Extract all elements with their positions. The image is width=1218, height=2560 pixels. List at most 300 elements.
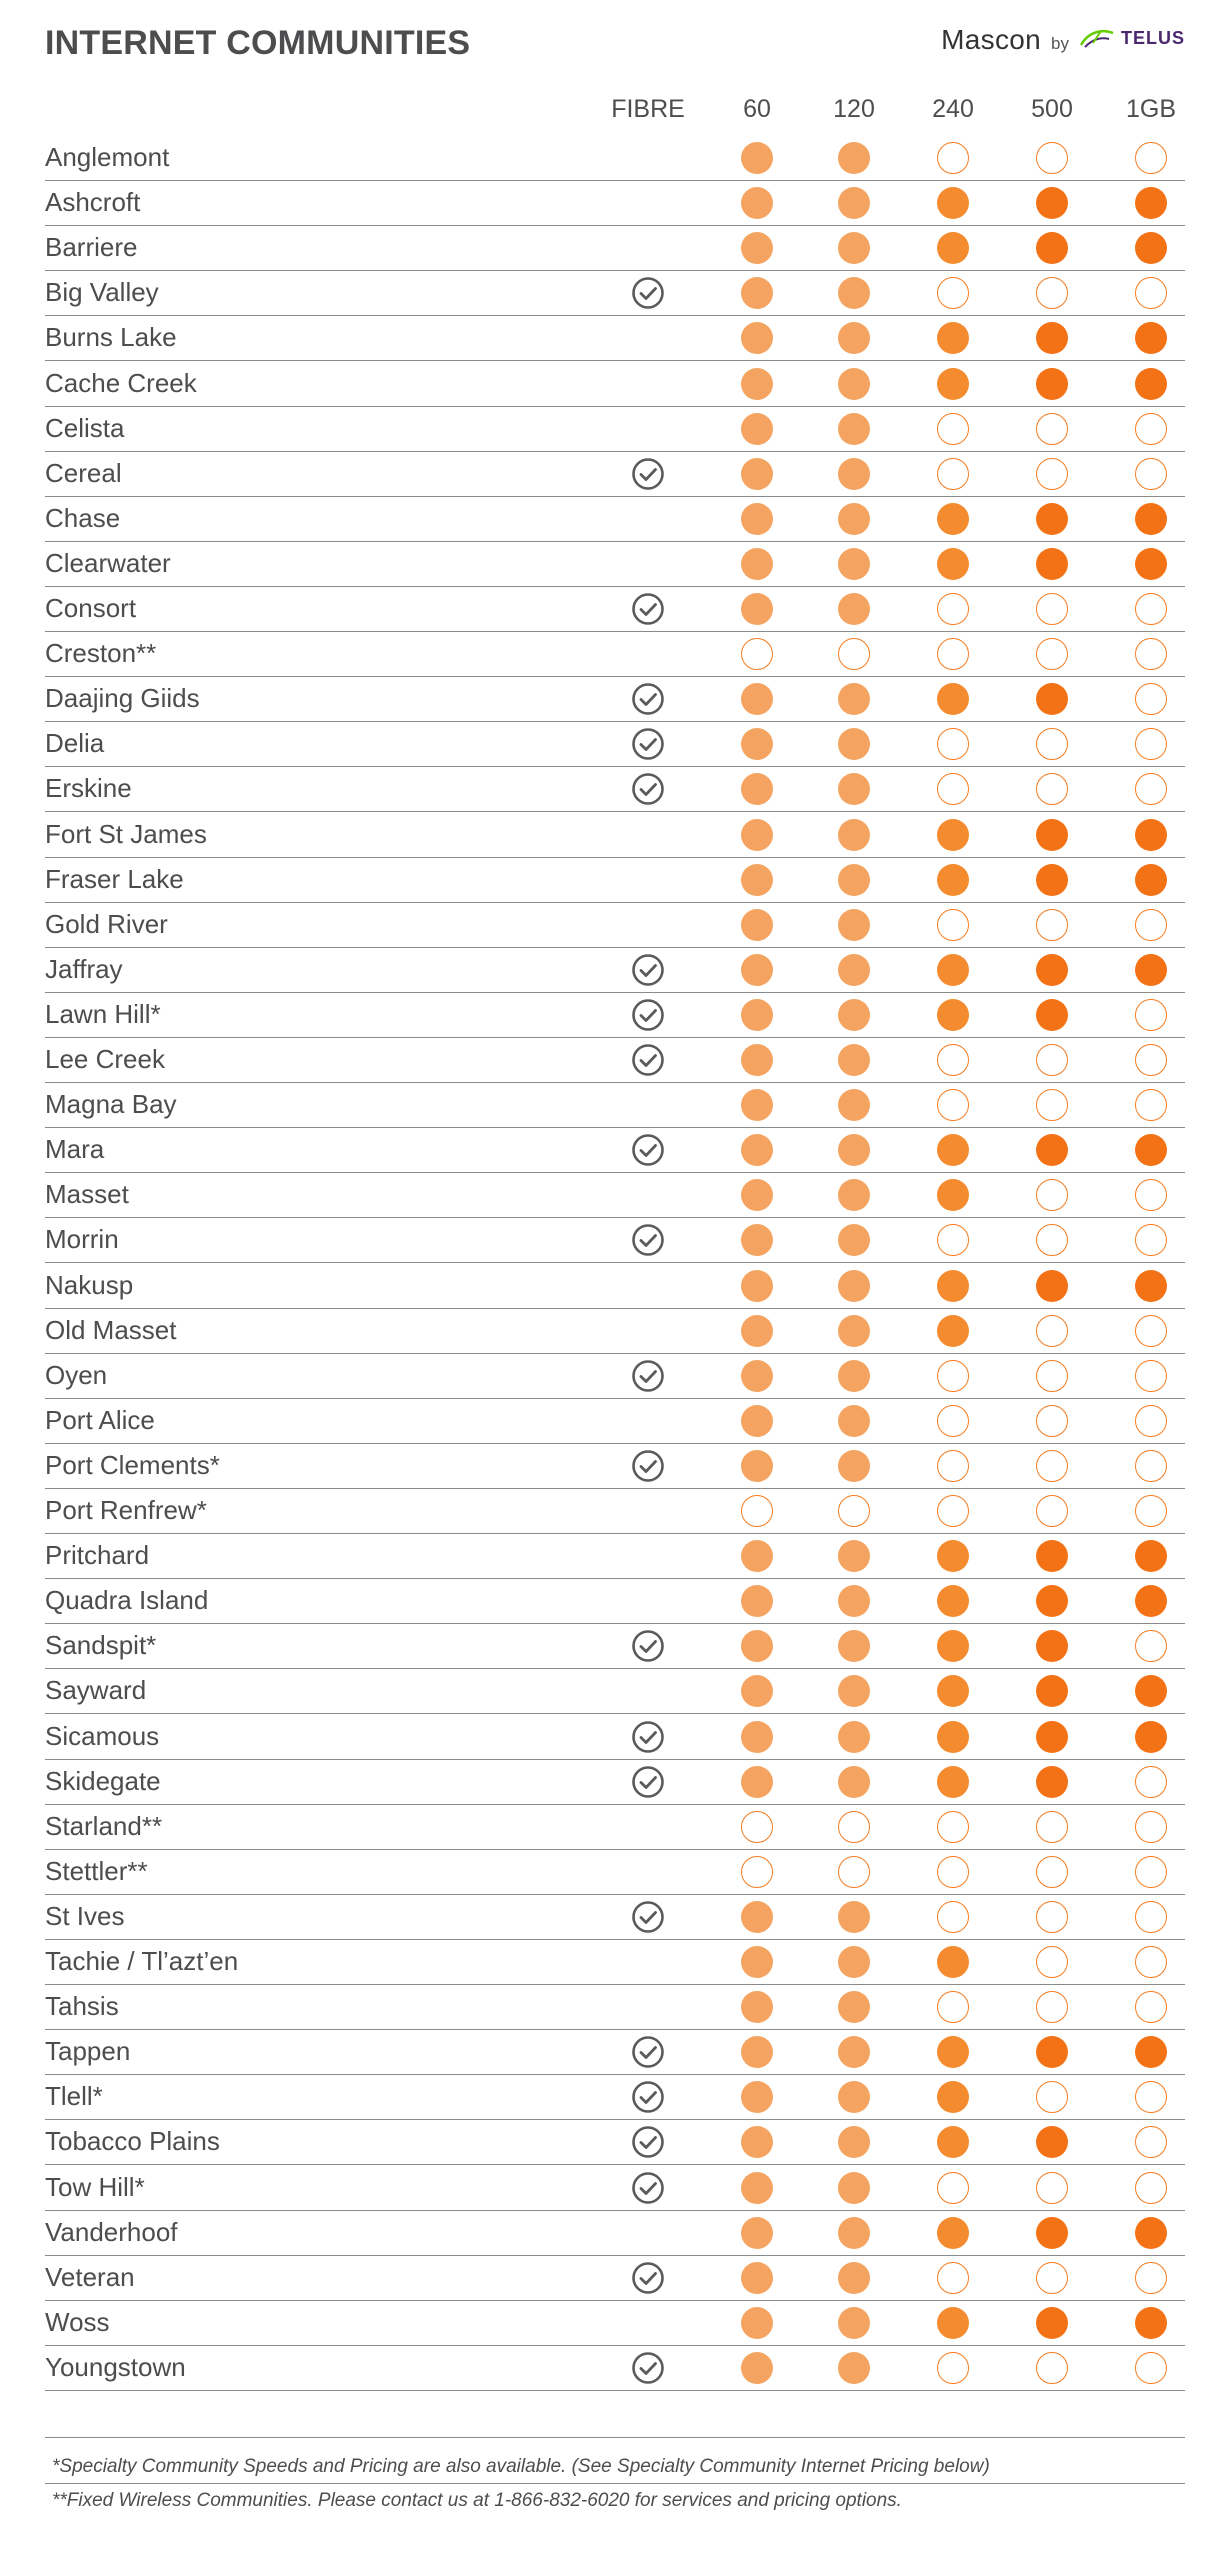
speed-120-available-icon <box>838 999 870 1031</box>
speed-500-available-icon <box>1036 2036 1068 2068</box>
community-name: St Ives <box>45 1900 125 1931</box>
speed-500-unavailable-icon <box>1036 1179 1068 1211</box>
check-circle-icon <box>631 2351 665 2385</box>
speed-1gb-unavailable-icon <box>1135 1044 1167 1076</box>
column-header-1gb: 1GB <box>1125 95 1177 123</box>
speed-240-available-icon <box>937 1630 969 1662</box>
speed-240-available-icon <box>937 1179 969 1211</box>
speed-240-available-icon <box>937 503 969 535</box>
table-row <box>45 677 1185 722</box>
speed-60-available-icon <box>741 1540 773 1572</box>
table-row <box>45 1489 1185 1534</box>
speed-240-unavailable-icon <box>937 142 969 174</box>
community-name: Quadra Island <box>45 1585 209 1616</box>
speed-60-available-icon <box>741 1270 773 1302</box>
table-row <box>45 2120 1185 2165</box>
speed-240-available-icon <box>937 954 969 986</box>
speed-60-available-icon <box>741 2307 773 2339</box>
community-name: Tobacco Plains <box>45 2126 220 2157</box>
table-row <box>45 858 1185 903</box>
table-row <box>45 632 1185 677</box>
community-name: Oyen <box>45 1359 108 1390</box>
speed-240-available-icon <box>937 2217 969 2249</box>
community-name: Chase <box>45 502 121 533</box>
table-row <box>45 767 1185 812</box>
speed-60-available-icon <box>741 728 773 760</box>
community-name: Port Alice <box>45 1404 155 1435</box>
page-title: INTERNET COMMUNITIES <box>45 24 471 62</box>
community-name: Sayward <box>45 1675 147 1706</box>
speed-60-available-icon <box>741 1179 773 1211</box>
speed-1gb-unavailable-icon <box>1135 2081 1167 2113</box>
mascon-telus-logo <box>941 24 1185 56</box>
community-name: Clearwater <box>45 547 171 578</box>
community-name: Pritchard <box>45 1540 150 1571</box>
column-header-500: 500 <box>1031 95 1073 123</box>
speed-500-unavailable-icon <box>1036 1901 1068 1933</box>
speed-60-unavailable-icon <box>741 1856 773 1888</box>
speed-120-available-icon <box>838 2081 870 2113</box>
speed-500-unavailable-icon <box>1036 909 1068 941</box>
speed-60-available-icon <box>741 683 773 715</box>
speed-120-available-icon <box>838 1630 870 1662</box>
table-row <box>45 1173 1185 1218</box>
check-circle-icon <box>631 457 665 491</box>
speed-500-unavailable-icon <box>1036 1224 1068 1256</box>
speed-1gb-unavailable-icon <box>1135 773 1167 805</box>
speed-500-unavailable-icon <box>1036 277 1068 309</box>
speed-240-unavailable-icon <box>937 1495 969 1527</box>
speed-240-available-icon <box>937 1315 969 1347</box>
check-circle-icon <box>631 592 665 626</box>
speed-120-available-icon <box>838 1134 870 1166</box>
community-name: Burns Lake <box>45 322 177 353</box>
speed-500-available-icon <box>1036 548 1068 580</box>
speed-60-available-icon <box>741 322 773 354</box>
speed-120-unavailable-icon <box>838 1856 870 1888</box>
speed-120-available-icon <box>838 683 870 715</box>
check-circle-icon <box>631 772 665 806</box>
speed-240-unavailable-icon <box>937 1856 969 1888</box>
speed-120-available-icon <box>838 593 870 625</box>
community-name: Lawn Hill* <box>45 998 161 1029</box>
check-circle-icon <box>631 953 665 987</box>
community-name: Celista <box>45 412 125 443</box>
speed-120-available-icon <box>838 773 870 805</box>
speed-500-unavailable-icon <box>1036 2081 1068 2113</box>
logo-partner: TELUS <box>1120 27 1185 48</box>
community-name: Consort <box>45 593 137 623</box>
speed-60-unavailable-icon <box>741 638 773 670</box>
table-row <box>45 1985 1185 2030</box>
speed-240-available-icon <box>937 1721 969 1753</box>
speed-240-available-icon <box>937 322 969 354</box>
speed-120-unavailable-icon <box>838 638 870 670</box>
speed-1gb-unavailable-icon <box>1135 1856 1167 1888</box>
speed-1gb-available-icon <box>1135 819 1167 851</box>
speed-500-unavailable-icon <box>1036 1811 1068 1843</box>
speed-240-unavailable-icon <box>937 277 969 309</box>
community-name: Jaffray <box>45 953 123 984</box>
community-name: Gold River <box>45 908 168 939</box>
community-name: Cereal <box>45 457 122 488</box>
speed-500-unavailable-icon <box>1036 1315 1068 1347</box>
table-row <box>45 722 1185 767</box>
community-name: Old Masset <box>45 1314 177 1345</box>
speed-60-available-icon <box>741 1946 773 1978</box>
speed-120-available-icon <box>838 819 870 851</box>
speed-240-unavailable-icon <box>937 773 969 805</box>
logo-by: by <box>1051 34 1069 53</box>
speed-120-available-icon <box>838 1901 870 1933</box>
speed-240-unavailable-icon <box>937 1360 969 1392</box>
table-row <box>45 1715 1185 1760</box>
speed-240-available-icon <box>937 1766 969 1798</box>
community-name: Magna Bay <box>45 1089 177 1120</box>
speed-500-unavailable-icon <box>1036 1495 1068 1527</box>
speed-240-available-icon <box>937 683 969 715</box>
speed-120-available-icon <box>838 368 870 400</box>
speed-60-available-icon <box>741 1630 773 1662</box>
table-row <box>45 587 1185 632</box>
speed-500-unavailable-icon <box>1036 728 1068 760</box>
community-name: Vanderhoof <box>45 2216 178 2247</box>
community-name: Stettler** <box>45 1855 148 1886</box>
speed-1gb-available-icon <box>1135 864 1167 896</box>
speed-60-available-icon <box>741 1134 773 1166</box>
table-row <box>45 497 1185 542</box>
speed-1gb-unavailable-icon <box>1135 1089 1167 1121</box>
speed-60-available-icon <box>741 2172 773 2204</box>
speed-60-available-icon <box>741 1901 773 1933</box>
speed-60-available-icon <box>741 1405 773 1437</box>
speed-500-unavailable-icon <box>1036 1946 1068 1978</box>
table-row <box>45 2030 1185 2075</box>
speed-240-unavailable-icon <box>937 909 969 941</box>
speed-240-unavailable-icon <box>937 593 969 625</box>
speed-240-available-icon <box>937 1585 969 1617</box>
speed-1gb-unavailable-icon <box>1135 1315 1167 1347</box>
speed-60-unavailable-icon <box>741 1811 773 1843</box>
footnote-specialty: *Specialty Community Speeds and Pricing are also available. (See Specialty Community Internet Pricing below) <box>52 2456 990 2477</box>
speed-60-available-icon <box>741 2081 773 2113</box>
table-row <box>45 1038 1185 1083</box>
check-circle-icon <box>631 1449 665 1483</box>
table-row <box>45 226 1185 271</box>
column-header-60: 60 <box>743 95 771 123</box>
check-circle-icon <box>631 1900 665 1934</box>
speed-500-unavailable-icon <box>1036 1405 1068 1437</box>
speed-60-available-icon <box>741 999 773 1031</box>
speed-240-available-icon <box>937 2307 969 2339</box>
speed-60-available-icon <box>741 1585 773 1617</box>
speed-500-available-icon <box>1036 1540 1068 1572</box>
speed-60-available-icon <box>741 142 773 174</box>
check-circle-icon <box>631 2080 665 2114</box>
speed-60-available-icon <box>741 1089 773 1121</box>
speed-120-available-icon <box>838 232 870 264</box>
speed-500-available-icon <box>1036 187 1068 219</box>
speed-240-available-icon <box>937 368 969 400</box>
table-row <box>45 452 1185 497</box>
table-row <box>45 813 1185 858</box>
speed-60-available-icon <box>741 413 773 445</box>
speed-60-available-icon <box>741 2352 773 2384</box>
speed-120-available-icon <box>838 2217 870 2249</box>
footnote-fixed-wireless: **Fixed Wireless Communities. Please contact us at 1-866-832-6020 for services and pricing options. <box>52 2490 902 2511</box>
community-name: Nakusp <box>45 1269 134 1300</box>
table-row <box>45 542 1185 587</box>
community-name: Woss <box>45 2306 110 2337</box>
speed-240-available-icon <box>937 232 969 264</box>
check-circle-icon <box>631 1359 665 1393</box>
page-header <box>45 18 1185 74</box>
speed-1gb-unavailable-icon <box>1135 1811 1167 1843</box>
speed-240-available-icon <box>937 548 969 580</box>
column-headers <box>0 95 1218 131</box>
speed-1gb-unavailable-icon <box>1135 2352 1167 2384</box>
community-name: Big Valley <box>45 277 159 308</box>
speed-500-available-icon <box>1036 683 1068 715</box>
speed-1gb-unavailable-icon <box>1135 277 1167 309</box>
table-row <box>45 1354 1185 1399</box>
speed-240-unavailable-icon <box>937 1405 969 1437</box>
community-name: Port Clements* <box>45 1449 220 1480</box>
speed-60-available-icon <box>741 1450 773 1482</box>
speed-60-available-icon <box>741 548 773 580</box>
speed-500-available-icon <box>1036 232 1068 264</box>
table-row <box>45 181 1185 226</box>
speed-60-available-icon <box>741 232 773 264</box>
speed-500-available-icon <box>1036 1721 1068 1753</box>
community-name: Anglemont <box>45 142 170 172</box>
table-row <box>45 1444 1185 1489</box>
speed-240-available-icon <box>937 187 969 219</box>
speed-500-available-icon <box>1036 1766 1068 1798</box>
speed-1gb-available-icon <box>1135 1134 1167 1166</box>
speed-240-unavailable-icon <box>937 1901 969 1933</box>
speed-500-available-icon <box>1036 1630 1068 1662</box>
table-row <box>45 2166 1185 2211</box>
speed-500-unavailable-icon <box>1036 2172 1068 2204</box>
speed-120-available-icon <box>838 503 870 535</box>
speed-60-available-icon <box>741 954 773 986</box>
speed-1gb-unavailable-icon <box>1135 2126 1167 2158</box>
check-circle-icon <box>631 727 665 761</box>
table-row <box>45 1760 1185 1805</box>
speed-500-unavailable-icon <box>1036 1450 1068 1482</box>
speed-1gb-unavailable-icon <box>1135 638 1167 670</box>
community-name: Masset <box>45 1179 129 1210</box>
speed-60-available-icon <box>741 187 773 219</box>
speed-500-available-icon <box>1036 2217 1068 2249</box>
speed-240-unavailable-icon <box>937 638 969 670</box>
table-row <box>45 2301 1185 2346</box>
speed-500-available-icon <box>1036 368 1068 400</box>
check-circle-icon <box>631 1765 665 1799</box>
speed-120-available-icon <box>838 2036 870 2068</box>
speed-120-available-icon <box>838 1585 870 1617</box>
speed-120-unavailable-icon <box>838 1811 870 1843</box>
speed-1gb-unavailable-icon <box>1135 728 1167 760</box>
speed-120-available-icon <box>838 1360 870 1392</box>
speed-1gb-unavailable-icon <box>1135 1991 1167 2023</box>
check-circle-icon <box>631 2171 665 2205</box>
speed-240-available-icon <box>937 1675 969 1707</box>
speed-120-available-icon <box>838 322 870 354</box>
speed-1gb-available-icon <box>1135 954 1167 986</box>
speed-60-available-icon <box>741 368 773 400</box>
check-circle-icon <box>631 1629 665 1663</box>
speed-60-available-icon <box>741 864 773 896</box>
speed-120-available-icon <box>838 728 870 760</box>
speed-1gb-unavailable-icon <box>1135 458 1167 490</box>
speed-1gb-available-icon <box>1135 187 1167 219</box>
table-row <box>45 1669 1185 1714</box>
speed-240-available-icon <box>937 1134 969 1166</box>
speed-240-available-icon <box>937 2036 969 2068</box>
speed-120-available-icon <box>838 548 870 580</box>
speed-60-available-icon <box>741 1315 773 1347</box>
check-circle-icon <box>631 1043 665 1077</box>
speed-120-available-icon <box>838 1315 870 1347</box>
logo-brand: Mascon <box>941 24 1042 55</box>
speed-1gb-available-icon <box>1135 1540 1167 1572</box>
check-circle-icon <box>631 1223 665 1257</box>
community-name: Lee Creek <box>45 1044 165 1074</box>
speed-60-available-icon <box>741 1675 773 1707</box>
table-row <box>45 1805 1185 1850</box>
speed-120-available-icon <box>838 187 870 219</box>
speed-120-available-icon <box>838 2307 870 2339</box>
speed-500-unavailable-icon <box>1036 2352 1068 2384</box>
community-name: Delia <box>45 728 105 759</box>
table-row <box>45 1624 1185 1669</box>
telus-mark <box>1079 27 1185 49</box>
table-row <box>45 903 1185 948</box>
speed-60-available-icon <box>741 1360 773 1392</box>
speed-120-available-icon <box>838 2172 870 2204</box>
table-row <box>45 1128 1185 1173</box>
speed-1gb-available-icon <box>1135 1270 1167 1302</box>
speed-120-available-icon <box>838 1675 870 1707</box>
community-name: Skidegate <box>45 1765 161 1796</box>
speed-240-unavailable-icon <box>937 2262 969 2294</box>
speed-500-unavailable-icon <box>1036 1991 1068 2023</box>
speed-240-available-icon <box>937 1540 969 1572</box>
speed-120-available-icon <box>838 864 870 896</box>
speed-1gb-unavailable-icon <box>1135 1179 1167 1211</box>
community-name: Tlell* <box>45 2081 103 2112</box>
speed-120-available-icon <box>838 1991 870 2023</box>
speed-1gb-available-icon <box>1135 2217 1167 2249</box>
table-row <box>45 1218 1185 1263</box>
community-name: Fraser Lake <box>45 863 184 894</box>
community-name: Tow Hill* <box>45 2171 145 2202</box>
speed-60-available-icon <box>741 1224 773 1256</box>
speed-240-available-icon <box>937 1946 969 1978</box>
speed-500-available-icon <box>1036 2307 1068 2339</box>
speed-1gb-unavailable-icon <box>1135 142 1167 174</box>
speed-1gb-unavailable-icon <box>1135 1946 1167 1978</box>
table-row <box>45 2346 1185 2391</box>
speed-120-available-icon <box>838 458 870 490</box>
speed-500-unavailable-icon <box>1036 1856 1068 1888</box>
speed-1gb-available-icon <box>1135 232 1167 264</box>
table-row <box>45 1534 1185 1579</box>
table-row <box>45 993 1185 1038</box>
speed-120-available-icon <box>838 1224 870 1256</box>
speed-240-available-icon <box>937 819 969 851</box>
speed-120-available-icon <box>838 1270 870 1302</box>
community-name: Creston** <box>45 638 157 669</box>
table-row <box>45 2211 1185 2256</box>
community-name: Daajing Giids <box>45 683 200 714</box>
community-name: Tachie / Tl’azt’en <box>45 1946 239 1976</box>
speed-60-available-icon <box>741 2217 773 2249</box>
speed-1gb-unavailable-icon <box>1135 1495 1167 1527</box>
check-circle-icon <box>631 2035 665 2069</box>
speed-240-unavailable-icon <box>937 1450 969 1482</box>
speed-60-available-icon <box>741 1766 773 1798</box>
community-name: Erskine <box>45 773 132 804</box>
speed-500-unavailable-icon <box>1036 413 1068 445</box>
table-row <box>45 362 1185 407</box>
speed-60-available-icon <box>741 1721 773 1753</box>
speed-1gb-unavailable-icon <box>1135 2262 1167 2294</box>
speed-60-available-icon <box>741 277 773 309</box>
speed-500-available-icon <box>1036 503 1068 535</box>
speed-500-unavailable-icon <box>1036 773 1068 805</box>
speed-1gb-unavailable-icon <box>1135 1360 1167 1392</box>
check-circle-icon <box>631 682 665 716</box>
community-name: Morrin <box>45 1224 119 1255</box>
speed-240-unavailable-icon <box>937 2352 969 2384</box>
speed-500-unavailable-icon <box>1036 1089 1068 1121</box>
speed-1gb-available-icon <box>1135 2036 1167 2068</box>
speed-240-unavailable-icon <box>937 1044 969 1076</box>
speed-500-unavailable-icon <box>1036 638 1068 670</box>
table-row <box>45 316 1185 361</box>
speed-1gb-unavailable-icon <box>1135 593 1167 625</box>
speed-60-available-icon <box>741 819 773 851</box>
check-circle-icon <box>631 1133 665 1167</box>
speed-1gb-unavailable-icon <box>1135 1450 1167 1482</box>
speed-120-available-icon <box>838 1450 870 1482</box>
community-name: Starland** <box>45 1810 163 1841</box>
speed-120-available-icon <box>838 1540 870 1572</box>
speed-240-unavailable-icon <box>937 1224 969 1256</box>
speed-60-available-icon <box>741 2262 773 2294</box>
speed-60-available-icon <box>741 593 773 625</box>
speed-1gb-unavailable-icon <box>1135 1630 1167 1662</box>
speed-500-available-icon <box>1036 999 1068 1031</box>
speed-500-unavailable-icon <box>1036 2262 1068 2294</box>
speed-1gb-available-icon <box>1135 503 1167 535</box>
speed-120-available-icon <box>838 1044 870 1076</box>
speed-500-unavailable-icon <box>1036 142 1068 174</box>
speed-1gb-unavailable-icon <box>1135 413 1167 445</box>
table-row <box>45 136 1185 181</box>
check-circle-icon <box>631 2261 665 2295</box>
speed-120-available-icon <box>838 1405 870 1437</box>
speed-1gb-unavailable-icon <box>1135 1224 1167 1256</box>
speed-120-available-icon <box>838 142 870 174</box>
footnote-divider <box>45 2483 1185 2484</box>
speed-240-unavailable-icon <box>937 2172 969 2204</box>
speed-240-available-icon <box>937 864 969 896</box>
speed-120-available-icon <box>838 1089 870 1121</box>
